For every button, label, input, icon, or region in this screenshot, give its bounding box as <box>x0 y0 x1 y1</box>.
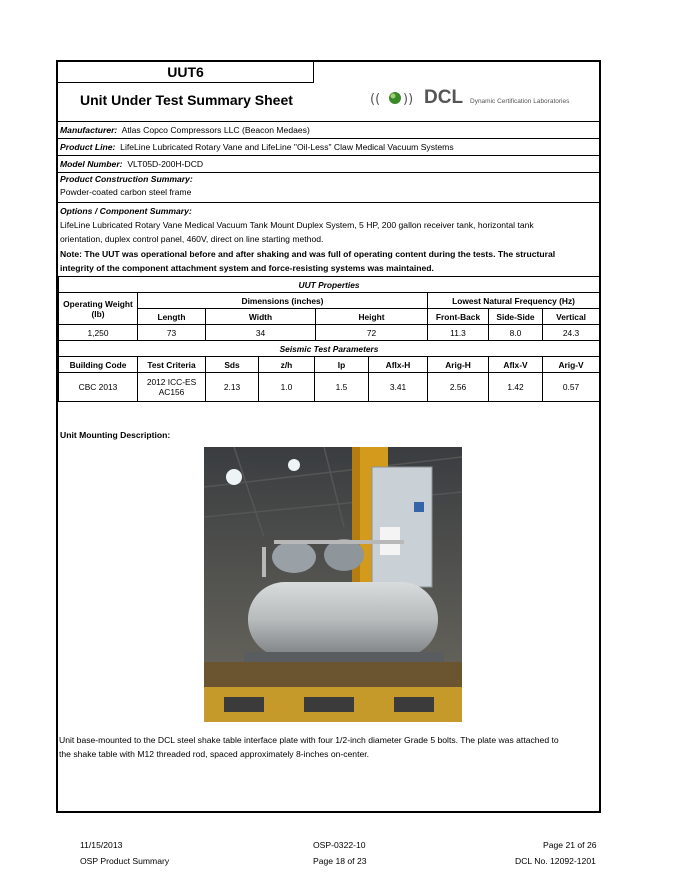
unit-photo <box>204 447 462 722</box>
width-header: Width <box>206 309 316 325</box>
ip-header: Ip <box>315 357 369 373</box>
manufacturer-label: Manufacturer: <box>60 125 118 135</box>
side-side-header: Side-Side <box>489 309 543 325</box>
footer-summary-label: OSP Product Summary <box>80 856 170 866</box>
arig-v-header: Arig-V <box>543 357 600 373</box>
note-text <box>60 247 598 275</box>
manufacturer-row <box>60 125 310 136</box>
front-back-value: 11.3 <box>428 325 489 341</box>
vacuum-system-photo-icon <box>204 447 462 722</box>
product-line-label: Product Line: <box>60 142 116 152</box>
svg-text:)): )) <box>403 92 414 107</box>
footer-doc-code: OSP-0322-10 <box>313 840 366 850</box>
dcl-logo-text: DCL <box>424 87 464 108</box>
divider <box>58 121 599 122</box>
mounting-line-2: the shake table with M12 threaded rod, spaced approximately 8-inches on-center. <box>59 749 370 759</box>
dcl-logo-subtext: Dynamic Certification Laboratories <box>470 98 570 105</box>
uut-properties-table <box>58 276 600 341</box>
front-back-header: Front-Back <box>428 309 489 325</box>
seismic-table <box>58 340 600 402</box>
options-line-2: orientation, duplex control panel, 460V, direct on line starting method. <box>60 234 324 244</box>
height-header: Height <box>316 309 428 325</box>
uut-id: UUT6 <box>58 62 314 83</box>
model-number-value: VLT05D-200H-DCD <box>127 159 204 169</box>
arig-v-value: 0.57 <box>543 373 600 402</box>
building-code-value: CBC 2013 <box>59 373 138 402</box>
mounting-label: Unit Mounting Description: <box>60 430 171 440</box>
vertical-value: 24.3 <box>543 325 600 341</box>
vertical-header: Vertical <box>543 309 600 325</box>
operating-weight-header: Operating Weight (lb) <box>59 293 138 325</box>
dcl-logo <box>370 88 598 110</box>
svg-text:((: (( <box>370 92 381 107</box>
height-value: 72 <box>316 325 428 341</box>
building-code-header: Building Code <box>59 357 138 373</box>
model-number-row <box>60 159 203 170</box>
divider <box>58 202 599 203</box>
model-number-label: Model Number: <box>60 159 123 169</box>
arig-h-value: 2.56 <box>428 373 489 402</box>
footer-page-sub: Page 18 of 23 <box>313 856 367 866</box>
construction-label: Product Construction Summary: <box>60 174 193 184</box>
note-line-1: Note: The UUT was operational before and after shaking and was full of operating content during the tests. The structural <box>60 249 556 259</box>
footer-dcl-no: DCL No. 12092-1201 <box>515 856 596 866</box>
manufacturer-value: Atlas Copco Compressors LLC (Beacon Medaes) <box>121 125 310 135</box>
aflx-v-header: Aflx-V <box>489 357 543 373</box>
arig-h-header: Arig-H <box>428 357 489 373</box>
product-line-value: LifeLine Lubricated Rotary Vane and LifeLine "Oil-Less" Claw Medical Vacuum Systems <box>120 142 454 152</box>
side-side-value: 8.0 <box>489 325 543 341</box>
frequency-header: Lowest Natural Frequency (Hz) <box>428 293 600 309</box>
divider <box>58 172 599 173</box>
seismic-title: Seismic Test Parameters <box>59 341 600 357</box>
length-header: Length <box>138 309 206 325</box>
page-title: Unit Under Test Summary Sheet <box>80 92 293 108</box>
options-line-1: LifeLine Lubricated Rotary Vane Medical Vacuum Tank Mount Duplex System, 5 HP, 200 gallon receiver tank, horizontal tank <box>60 220 534 230</box>
weight-value: 1,250 <box>59 325 138 341</box>
ip-value: 1.5 <box>315 373 369 402</box>
dimensions-header: Dimensions (inches) <box>138 293 428 309</box>
options-label: Options / Component Summary: <box>60 206 192 216</box>
test-criteria-value: 2012 ICC-ES AC156 <box>138 373 206 402</box>
footer-date: 11/15/2013 <box>80 840 123 850</box>
mounting-description <box>59 733 601 761</box>
note-line-2: integrity of the component attachment system and force-resisting systems was maintained. <box>60 263 434 273</box>
test-criteria-header: Test Criteria <box>138 357 206 373</box>
zh-header: z/h <box>259 357 315 373</box>
divider <box>58 155 599 156</box>
width-value: 34 <box>206 325 316 341</box>
zh-value: 1.0 <box>259 373 315 402</box>
footer-page-total: Page 21 of 26 <box>543 840 597 850</box>
length-value: 73 <box>138 325 206 341</box>
aflx-h-value: 3.41 <box>369 373 428 402</box>
uut-properties-title: UUT Properties <box>59 277 600 293</box>
options-text <box>60 218 598 246</box>
product-line-row <box>60 142 454 153</box>
sds-value: 2.13 <box>206 373 259 402</box>
summary-sheet <box>56 60 601 813</box>
divider <box>58 138 599 139</box>
sds-header: Sds <box>206 357 259 373</box>
mounting-line-1: Unit base-mounted to the DCL steel shake table interface plate with four 1/2-inch diameter Grade 5 bolts. The plate was attached to <box>59 735 559 745</box>
construction-value: Powder-coated carbon steel frame <box>60 187 192 197</box>
aflx-h-header: Aflx-H <box>369 357 428 373</box>
aflx-v-value: 1.42 <box>489 373 543 402</box>
